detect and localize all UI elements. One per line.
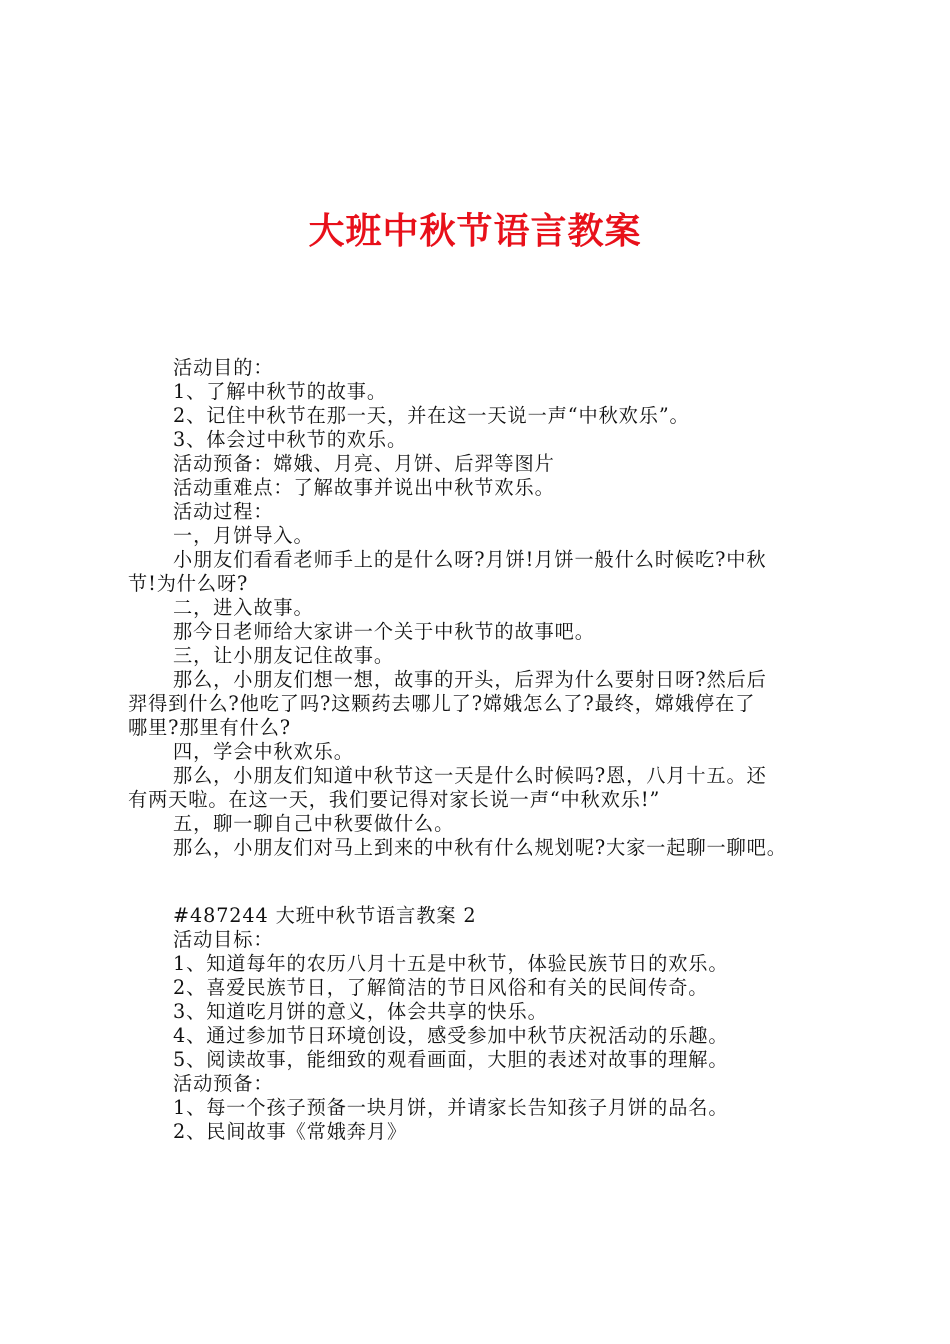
text-line: 活动预备：嫦娥、月亮、月饼、后羿等图片 <box>173 452 555 475</box>
text-line: 三，让小朋友记住故事。 <box>173 644 394 667</box>
text-line: 1、知道每年的农历八月十五是中秋节，体验民族节日的欢乐。 <box>173 952 729 975</box>
text-line: #487244 大班中秋节语言教案 2 <box>173 904 477 927</box>
text-line: 一，月饼导入。 <box>173 524 314 547</box>
paragraph <box>128 668 848 740</box>
text-line: 那今日老师给大家讲一个关于中秋节的故事吧。 <box>173 620 595 643</box>
lesson-plan-section-2 <box>128 904 848 1144</box>
text-line: 2、记住中秋节在那一天，并在这一天说一声“中秋欢乐”。 <box>173 404 690 427</box>
paragraph-line: 有两天啦。在这一天，我们要记得对家长说一声“中秋欢乐!” <box>128 788 661 811</box>
text-line: 2、民间故事《常娥奔月》 <box>173 1120 408 1143</box>
text-line: 活动目标： <box>173 928 274 951</box>
paragraph-line: 小朋友们看看老师手上的是什么呀?月饼!月饼一般什么时候吃?中秋 <box>173 548 767 571</box>
document-title: 大班中秋节语言教案 <box>308 211 642 252</box>
text-line: 3、体会过中秋节的欢乐。 <box>173 428 408 451</box>
lesson-plan-section-1 <box>128 356 848 860</box>
text-line: 1、每一个孩子预备一块月饼，并请家长告知孩子月饼的品名。 <box>173 1096 729 1119</box>
paragraph-line: 节!为什么呀? <box>128 572 249 595</box>
text-line: 五，聊一聊自己中秋要做什么。 <box>173 812 455 835</box>
text-line: 3、知道吃月饼的意义，体会共享的快乐。 <box>173 1000 548 1023</box>
paragraph-line: 那么，小朋友们想一想，故事的开头，后羿为什么要射日呀?然后后 <box>173 668 767 691</box>
text-line: 2、喜爱民族节日，了解简洁的节日风俗和有关的民间传奇。 <box>173 976 709 999</box>
text-line: 二，进入故事。 <box>173 596 314 619</box>
paragraph <box>128 548 848 596</box>
paragraph-line: 那么，小朋友们知道中秋节这一天是什么时候吗?恩，八月十五。还 <box>173 764 767 787</box>
text-line: 活动目的： <box>173 356 274 379</box>
text-line: 活动过程： <box>173 500 274 523</box>
text-line: 1、了解中秋节的故事。 <box>173 380 387 403</box>
text-line: 那么，小朋友们对马上到来的中秋有什么规划呢?大家一起聊一聊吧。 <box>173 836 787 859</box>
paragraph <box>128 764 848 812</box>
text-line: 4、通过参加节日环境创设，感受参加中秋节庆祝活动的乐趣。 <box>173 1024 729 1047</box>
text-line: 活动重难点：了解故事并说出中秋节欢乐。 <box>173 476 555 499</box>
text-line: 活动预备： <box>173 1072 274 1095</box>
paragraph-line: 哪里?那里有什么? <box>128 716 291 739</box>
paragraph-line: 羿得到什么?他吃了吗?这颗药去哪儿了?嫦娥怎么了?最终，嫦娥停在了 <box>128 692 756 715</box>
text-line: 5、阅读故事，能细致的观看画面，大胆的表述对故事的理解。 <box>173 1048 729 1071</box>
text-line: 四，学会中秋欢乐。 <box>173 740 354 763</box>
